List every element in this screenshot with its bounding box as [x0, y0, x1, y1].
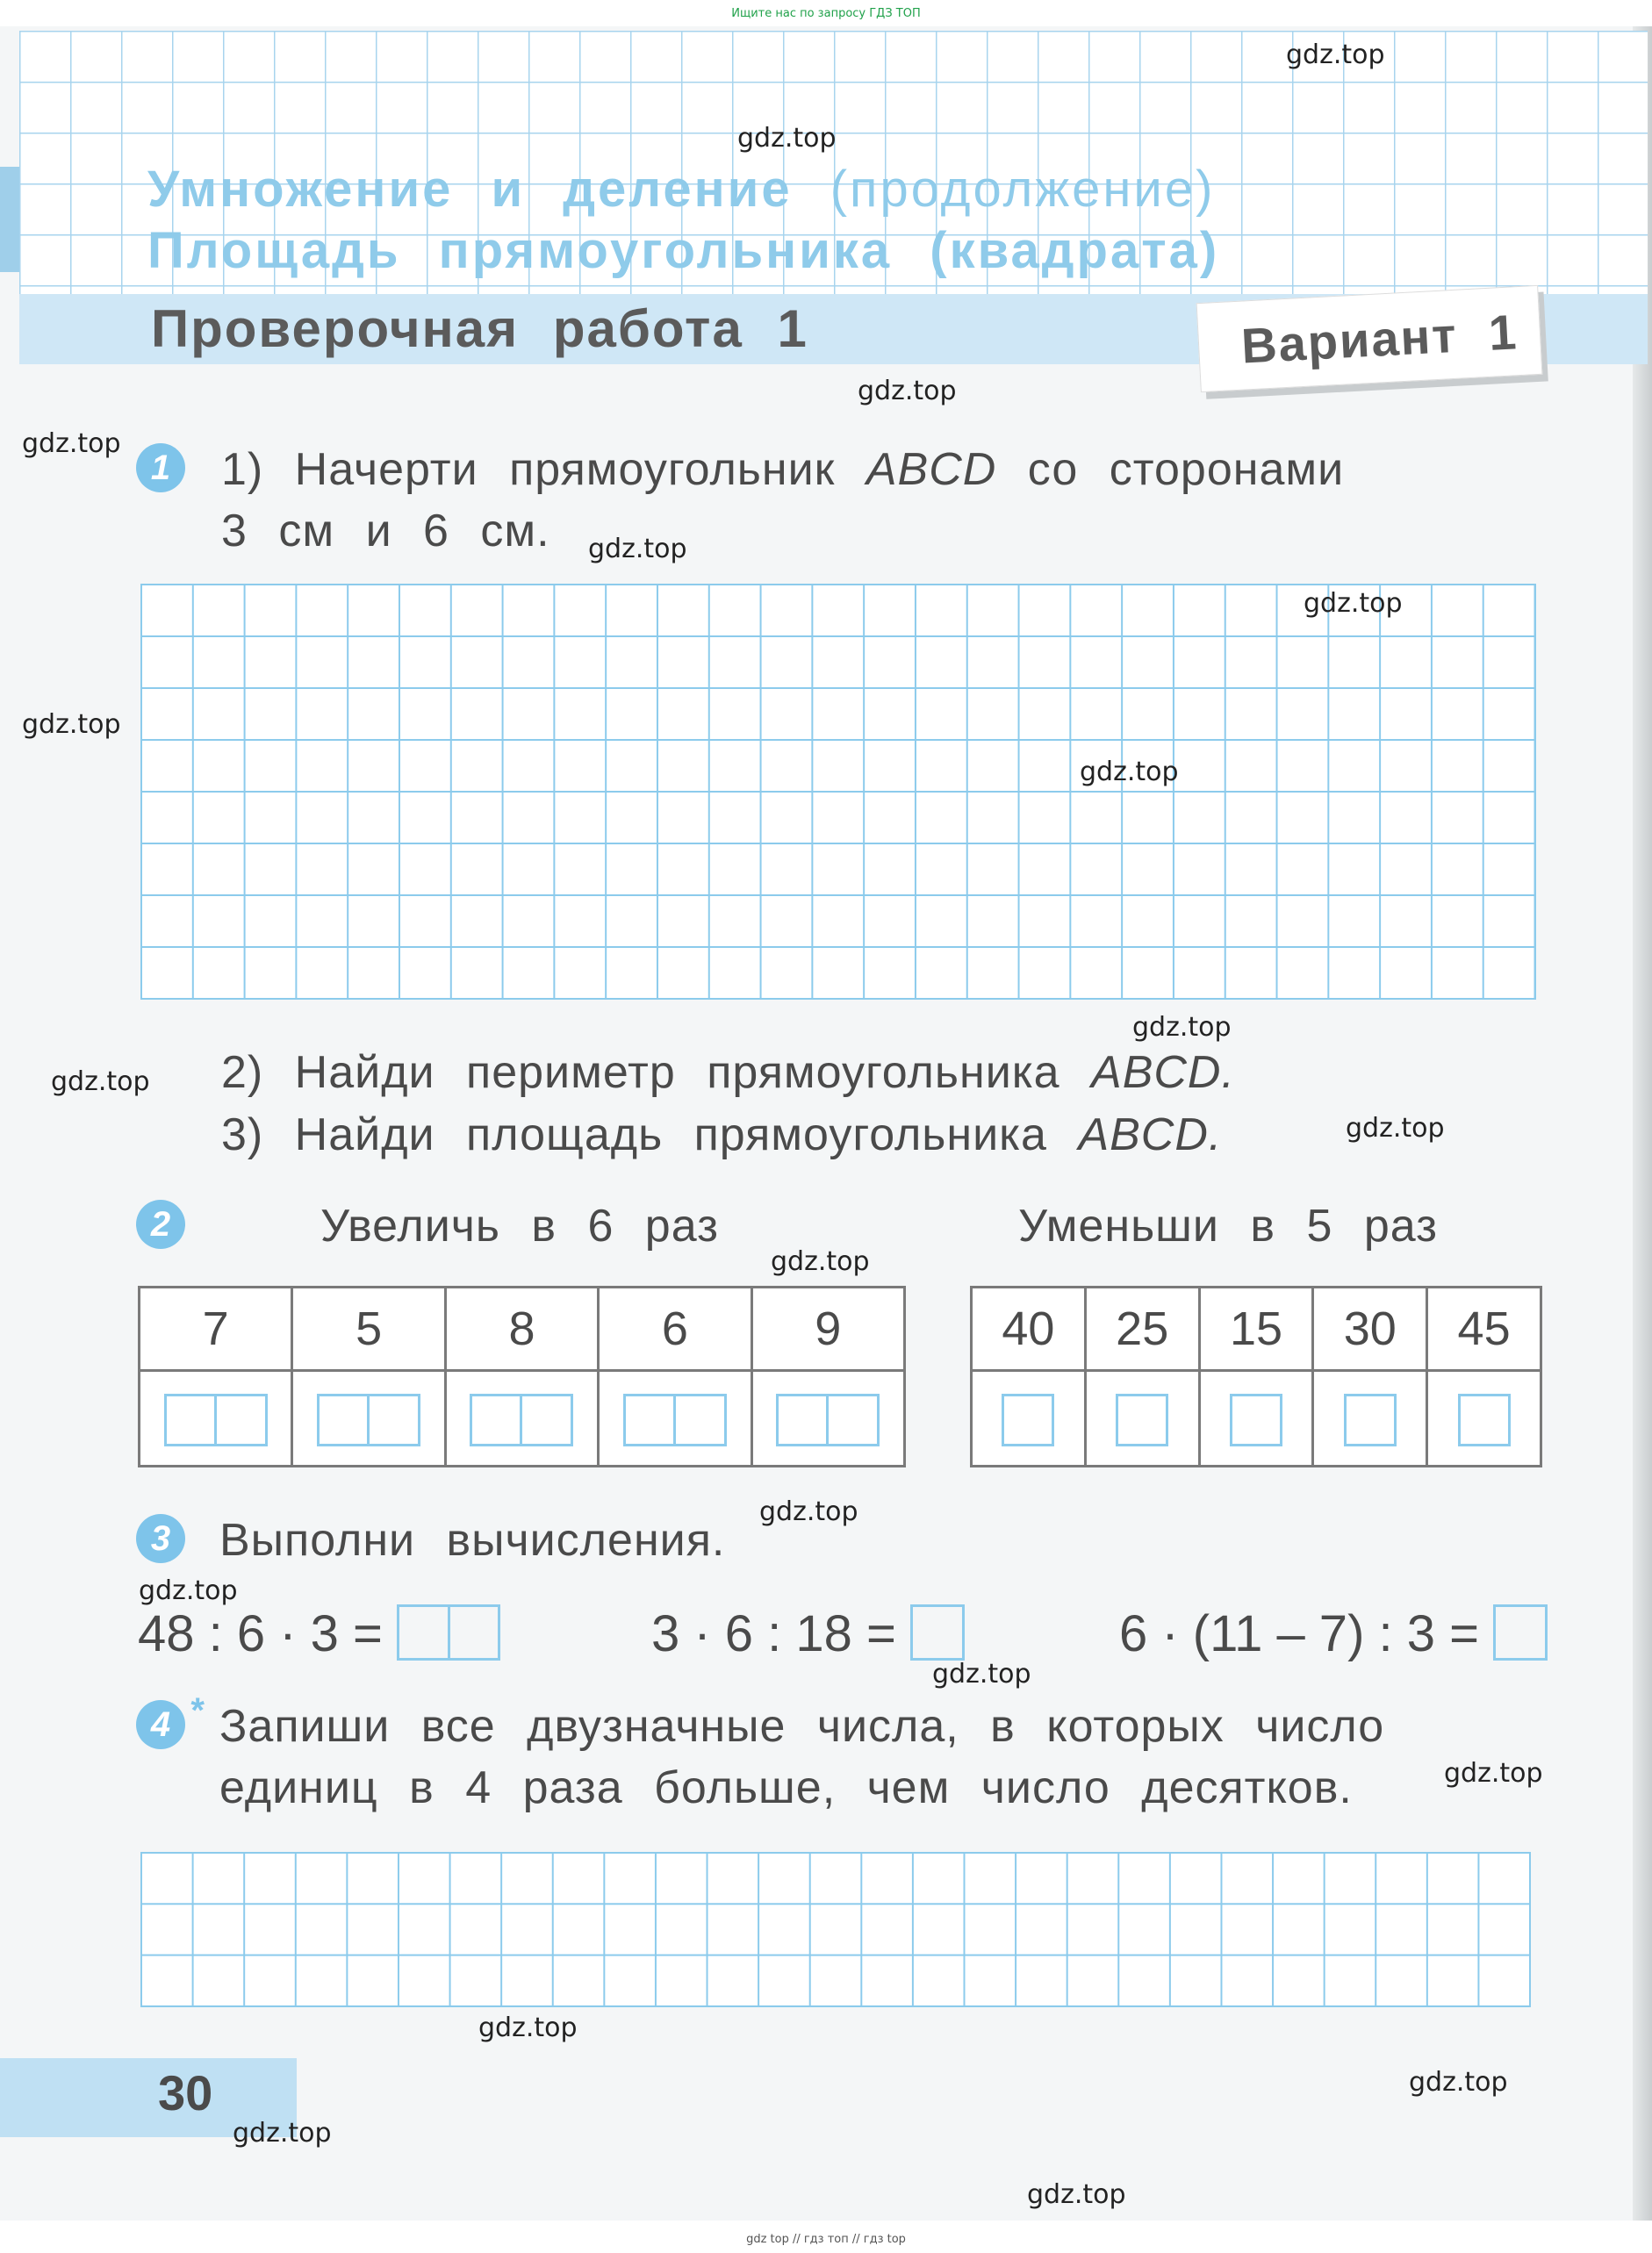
- task-1-part-2-text: 2) Найди периметр прямоугольника: [221, 1047, 1060, 1098]
- increase-value: 7: [140, 1288, 292, 1371]
- task-1-part-1-abcd: ABCD: [866, 444, 997, 495]
- answer-box[interactable]: [1002, 1394, 1054, 1446]
- left-stripe: [0, 167, 19, 272]
- task-3-number-text: 3: [150, 1519, 171, 1558]
- task-1-part-3-text: 3) Найди площадь прямоугольника: [221, 1109, 1047, 1160]
- drawing-grid[interactable]: [140, 584, 1536, 1000]
- increase-answer-cell: [292, 1371, 445, 1467]
- task-1-part-2: [221, 1046, 1235, 1099]
- expression-2: [651, 1604, 965, 1666]
- watermark: gdz.top: [478, 2013, 578, 2043]
- task-1-number-text: 1: [150, 448, 171, 487]
- decrease-value: 30: [1313, 1288, 1427, 1371]
- page-subtitle: Проверочная работа 1: [151, 299, 808, 358]
- decrease-answer-cell: [1199, 1371, 1313, 1467]
- title-line-1-light: (продолжение): [830, 161, 1216, 218]
- answer-box[interactable]: [1116, 1394, 1168, 1446]
- increase-value: 9: [751, 1288, 904, 1371]
- decrease-table: [970, 1286, 1542, 1467]
- decrease-value: 25: [1085, 1288, 1199, 1371]
- task-3-number: [136, 1514, 185, 1563]
- watermark: gdz.top: [1304, 588, 1403, 619]
- watermark: gdz.top: [22, 709, 121, 740]
- task-4-number-text: 4: [150, 1705, 171, 1744]
- answer-box[interactable]: [1493, 1604, 1548, 1661]
- answer-box[interactable]: [1344, 1394, 1397, 1446]
- increase-answer-cell: [445, 1371, 598, 1467]
- answer-box[interactable]: [623, 1394, 727, 1446]
- decrease-value: 15: [1199, 1288, 1313, 1371]
- answer-box[interactable]: [1458, 1394, 1511, 1446]
- watermark: gdz.top: [858, 376, 957, 406]
- task-1-part-1: [221, 443, 1344, 496]
- task-2-number: [136, 1200, 185, 1249]
- increase-table: [138, 1286, 906, 1467]
- task-4-number: [136, 1691, 205, 1749]
- increase-value: 5: [292, 1288, 445, 1371]
- top-note: Ищите нас по запросу ГДЗ ТОП: [731, 7, 921, 20]
- watermark: gdz.top: [1444, 1758, 1543, 1789]
- increase-label: Увеличь в 6 раз: [320, 1201, 719, 1252]
- task-1-part-3: [221, 1109, 1222, 1161]
- title-line-1: [147, 160, 1215, 219]
- task-1-number: [136, 443, 185, 492]
- title-line-1-bold: Умножение и деление: [147, 161, 793, 218]
- expression-3: [1119, 1604, 1548, 1666]
- task-4-line-1: Запиши все двузначные числа, в которых число: [219, 1701, 1385, 1752]
- watermark: gdz.top: [588, 534, 687, 564]
- expression-1-text: 48 : 6 · 3 =: [138, 1605, 383, 1662]
- page-number: 30: [158, 2065, 213, 2120]
- task-1-part-3-abcd: ABCD.: [1078, 1109, 1223, 1160]
- answer-box[interactable]: [397, 1604, 500, 1661]
- title-line-2: Площадь прямоугольника (квадрата): [147, 222, 1220, 279]
- top-strip: [0, 0, 1652, 26]
- task-1-part-2-abcd: ABCD.: [1091, 1047, 1235, 1098]
- expression-3-text: 6 · (11 – 7) : 3 =: [1119, 1605, 1479, 1662]
- watermark: gdz.top: [771, 1246, 870, 1277]
- watermark: gdz.top: [1409, 2067, 1508, 2098]
- answer-box[interactable]: [317, 1394, 420, 1446]
- variant-label: Вариант 1: [1239, 304, 1519, 374]
- watermark: gdz.top: [51, 1066, 150, 1097]
- watermark: gdz.top: [1027, 2179, 1126, 2210]
- task-1-part-1-text: 1) Начерти прямоугольник: [221, 444, 836, 495]
- watermark: gdz.top: [1080, 757, 1179, 787]
- increase-value: 6: [599, 1288, 751, 1371]
- watermark: gdz.top: [932, 1659, 1031, 1690]
- watermark: gdz.top: [759, 1496, 858, 1527]
- decrease-answer-cell: [972, 1371, 1086, 1467]
- answer-box[interactable]: [470, 1394, 573, 1446]
- watermark: gdz.top: [139, 1575, 238, 1606]
- answer-box[interactable]: [910, 1604, 965, 1661]
- bottom-note: gdz top // гдз топ // гдз top: [746, 2233, 906, 2246]
- answer-box[interactable]: [776, 1394, 880, 1446]
- watermark: gdz.top: [1286, 39, 1385, 70]
- increase-value: 8: [445, 1288, 598, 1371]
- watermark: gdz.top: [1132, 1012, 1232, 1043]
- task-1-part-1-line-2: 3 см и 6 см.: [221, 506, 550, 556]
- decrease-answer-cell: [1085, 1371, 1199, 1467]
- watermark: gdz.top: [22, 428, 121, 459]
- answer-box[interactable]: [164, 1394, 268, 1446]
- task-1-part-1-tail: со сторонами: [1027, 444, 1345, 495]
- variant-card: [1196, 285, 1543, 392]
- increase-answer-cell: [751, 1371, 904, 1467]
- task-2-number-text: 2: [150, 1205, 171, 1244]
- decrease-label: Уменьши в 5 раз: [1018, 1201, 1438, 1252]
- answer-box[interactable]: [1230, 1394, 1282, 1446]
- decrease-value: 40: [972, 1288, 1086, 1371]
- task-4-star-icon: *: [190, 1691, 205, 1730]
- task-3-label: Выполни вычисления.: [219, 1515, 726, 1566]
- decrease-value: 45: [1427, 1288, 1541, 1371]
- watermark: gdz.top: [1346, 1113, 1445, 1144]
- increase-answer-cell: [599, 1371, 751, 1467]
- watermark: gdz.top: [233, 2118, 332, 2149]
- decrease-answer-cell: [1427, 1371, 1541, 1467]
- increase-answer-cell: [140, 1371, 292, 1467]
- expression-1: [138, 1604, 500, 1666]
- answer-grid[interactable]: [140, 1852, 1531, 2007]
- decrease-answer-cell: [1313, 1371, 1427, 1467]
- task-4-line-2: единиц в 4 раза больше, чем число десятков.: [219, 1762, 1353, 1813]
- watermark: gdz.top: [737, 123, 837, 154]
- expression-2-text: 3 · 6 : 18 =: [651, 1605, 896, 1662]
